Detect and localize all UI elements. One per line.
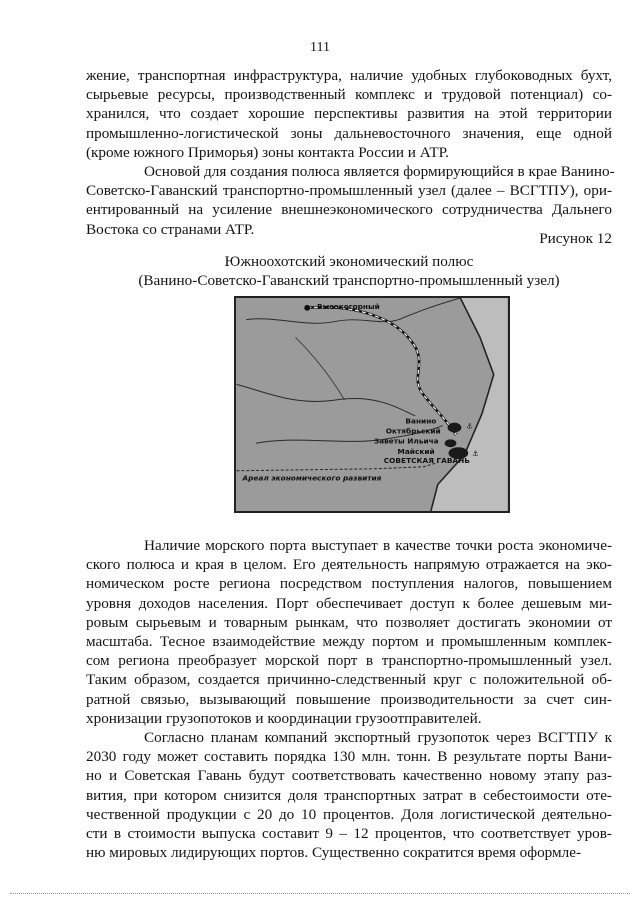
text-line: ского полюса и края в целом. Его деятельность напрямую отражается на эко-: [86, 556, 612, 574]
text-line: жение, транспортная инфраструктура, наличие удобных глубоководных бухт,: [86, 67, 612, 84]
scan-edge-dots: [10, 893, 630, 896]
text-line: Советско-Гаванский транспортно-промышленный узел (далее – ВСГТПУ), ори-: [86, 182, 612, 200]
figure-title-line-1: Южноохотский экономический полюс: [224, 253, 474, 270]
text-line: ентированный на усиление внешнеэкономического сотрудничества Дальнего: [86, 201, 612, 219]
text-line: сырьевые ресурсы, производственный комплекс и трудовой потенциал) со-: [86, 86, 612, 104]
settlement-marker: [445, 439, 457, 447]
anchor-icon: ⚓: [472, 449, 479, 459]
text-line: вития, при котором снизится доля транспортных затрат в себестоимости оте-: [86, 786, 612, 804]
label-zavety-ilicha: Заветы Ильича: [373, 436, 439, 446]
text-line: Согласно планам компаний экспортный грузопоток через ВСГТПУ к: [144, 729, 612, 746]
paragraph-2: [86, 162, 615, 239]
text-line: Востока со странами АТР.: [86, 220, 255, 238]
text-line: ровым сырьевым и товарным рынкам, что позволяет достигать экономии от: [86, 613, 612, 631]
text-line: Основой для создания полюса является формирующийся в крае Ванино-: [144, 163, 615, 180]
label-vysokogorny: Высокогорный: [317, 301, 380, 311]
label-oktyabrsky: Октябрьский: [385, 426, 441, 436]
text-line: сти в стоимости выпуска составит 9 – 12 процентов, что соответствует уров-: [86, 825, 612, 843]
label-maysky: Майский: [397, 447, 435, 457]
text-line: сом региона преобразует морской порт в транспортно-промышленный узел.: [86, 652, 612, 670]
text-line: 2030 году может составить порядка 130 млн. тонн. В результате порты Вани-: [86, 748, 612, 766]
paragraph-4: [86, 728, 612, 862]
paragraph-1: [86, 66, 612, 162]
text-line: ратной связью, вызывающий повышение производительности за счет син-: [86, 690, 612, 708]
label-sovetskaya-gavan: СОВЕТСКАЯ ГАВАНЬ: [383, 455, 470, 465]
paragraph-3: [86, 536, 612, 728]
text-line: уровня доходов населения. Порт обеспечивает доступ к более дешевым ми-: [86, 594, 612, 612]
anchor-icon: ⚓: [466, 421, 473, 431]
text-line: Таким образом, создается причинно-следственный круг с положительной об-: [86, 671, 612, 689]
text-line: но и Советская Гавань будут соответствовать качественно новому этапу раз-: [86, 767, 612, 785]
text-line: хранился, что создает хорошие перспективы развития на этой территории: [86, 105, 612, 123]
text-line: масштаба. Тесное взаимодействие между портом и промышленным комплек-: [86, 633, 612, 651]
settlement-marker: [304, 305, 310, 311]
settlement-marker: [448, 423, 462, 433]
map-svg: [236, 298, 508, 511]
text-line: хронизации грузопотоков и координации грузоотправителей.: [86, 709, 482, 727]
text-line: чественной продукции с 20 до 10 процентов. Доля логистической деятельно-: [86, 805, 612, 823]
text-line: Наличие морского порта выступает в качестве точки роста экономиче-: [144, 537, 612, 554]
text-line: промышленно-логистической зоны дальневосточного значения, еще одной: [86, 124, 612, 142]
figure-title-line-2: (Ванино-Советско-Гаванский транспортно-промышленный узел): [138, 272, 560, 289]
page-number: 111: [310, 40, 330, 55]
label-vanino: Ванино: [405, 416, 437, 426]
region-map: [234, 296, 510, 513]
figure-title: [86, 252, 612, 290]
text-line: ню мировых лидирующих портов. Существенно сократится время оформле-: [86, 844, 582, 862]
text-line: (кроме южного Приморья) зоны контакта России и АТР.: [86, 143, 449, 161]
label-areal: Ареал экономического развития: [242, 473, 382, 483]
text-line: номическом росте региона посредством поступления налогов, повышением: [86, 575, 612, 593]
figure-label: Рисунок 12: [539, 230, 612, 247]
